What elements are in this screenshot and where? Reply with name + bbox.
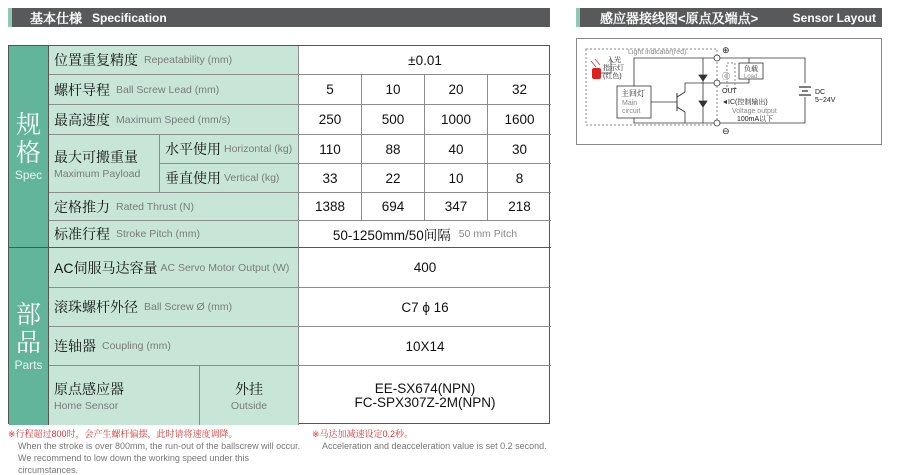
speed-en: Maximum Speed (mm/s) bbox=[116, 113, 231, 126]
dc-label-2: 5~24V bbox=[815, 97, 836, 104]
spec-header-en: Specification bbox=[92, 10, 167, 25]
vertical-value bbox=[425, 164, 488, 193]
motor-en: AC Servo Motor Output (W) bbox=[160, 261, 290, 274]
transistor-icon bbox=[677, 92, 685, 112]
stroke-value bbox=[299, 221, 551, 248]
spec-section-zh-1: 规 bbox=[15, 110, 41, 139]
light-indicator-label: Light indicator(red) bbox=[628, 49, 687, 56]
header-accent-bar bbox=[576, 8, 580, 27]
ic-label: IC(控制输出) bbox=[728, 99, 768, 106]
repeatability-label bbox=[49, 46, 299, 75]
sensor-header-group bbox=[576, 8, 768, 27]
lead-value-3: 20 bbox=[448, 82, 464, 97]
plus-symbol: ⊕ bbox=[722, 45, 730, 55]
coupling-value-text: 10X14 bbox=[405, 338, 445, 354]
horizontal-value-1: 110 bbox=[319, 141, 341, 157]
speed-value-3: 1000 bbox=[440, 112, 472, 127]
sensor-header-en: Sensor Layout bbox=[792, 10, 876, 25]
spec-section-zh-2: 格 bbox=[15, 138, 41, 167]
repeatability-en: Repeatability (mm) bbox=[144, 54, 233, 66]
horizontal-zh: 水平使用 bbox=[165, 141, 221, 157]
dc-label-1: DC bbox=[815, 89, 826, 96]
screw-value-text: C7 ϕ 16 bbox=[401, 299, 449, 315]
terminal-out bbox=[714, 80, 720, 86]
thrust-value bbox=[488, 193, 551, 221]
spec-header bbox=[8, 8, 550, 27]
horizontal-value-4: 30 bbox=[511, 141, 528, 157]
in-light-zh-2: 指示灯 bbox=[603, 65, 624, 72]
lead-value bbox=[362, 75, 425, 105]
lead-label bbox=[49, 75, 299, 105]
lead-value bbox=[488, 75, 551, 105]
screw-label bbox=[49, 288, 299, 327]
lead-value-2: 10 bbox=[385, 82, 401, 97]
load-en: Load bbox=[744, 74, 758, 80]
sensor-body-outline bbox=[586, 49, 717, 125]
thrust-zh: 定格推力 bbox=[54, 198, 110, 215]
lead-zh: 螺杆导程 bbox=[54, 81, 110, 98]
sensor-diagram bbox=[576, 38, 882, 145]
horizontal-value-3: 40 bbox=[448, 141, 464, 157]
current-label: 100mA以下 bbox=[737, 116, 774, 123]
parts-section-label bbox=[9, 248, 49, 425]
payload-zh: 最大可搬重量 bbox=[54, 149, 138, 165]
vertical-value-2: 22 bbox=[385, 170, 401, 186]
coupling-label bbox=[49, 327, 299, 366]
coupling-zh: 连轴器 bbox=[54, 338, 96, 354]
diode-icon bbox=[699, 58, 707, 123]
payload-horizontal-label bbox=[160, 135, 299, 164]
thrust-value-2: 694 bbox=[381, 199, 405, 214]
payload-vertical-label bbox=[160, 164, 299, 193]
home-en: Home Sensor bbox=[54, 400, 119, 412]
main-circuit-en-1: Main bbox=[622, 100, 638, 107]
repeatability-value bbox=[299, 46, 551, 75]
motor-value bbox=[299, 248, 551, 288]
vertical-zh: 垂直使用 bbox=[165, 170, 221, 186]
vertical-value-4: 8 bbox=[515, 170, 524, 186]
stroke-label bbox=[49, 221, 299, 248]
thrust-value-4: 218 bbox=[508, 199, 531, 214]
spec-header-zh: 基本仕様 bbox=[30, 11, 83, 26]
wire-gnd bbox=[685, 112, 716, 123]
screw-value bbox=[299, 288, 551, 327]
in-light-zh-3: (红色) bbox=[603, 73, 622, 80]
thrust-value-3: 347 bbox=[444, 199, 468, 214]
stroke-value-sub: 50 mm Pitch bbox=[458, 228, 518, 240]
stroke-en: Stroke Pitch (mm) bbox=[116, 228, 201, 240]
thrust-value bbox=[299, 193, 362, 221]
parts-section-zh-1: 部 bbox=[15, 300, 41, 329]
motor-value-text: 400 bbox=[413, 260, 437, 275]
light-arrows-icon bbox=[591, 59, 600, 67]
home-value-2: FC-SPX307Z-2M(NPN) bbox=[354, 394, 496, 410]
main-circuit-en-2: circuit bbox=[622, 108, 641, 115]
parts-section-en: Parts bbox=[14, 358, 43, 372]
payload-en: Maximum Payload bbox=[54, 168, 141, 180]
vertical-en: Vertical (kg) bbox=[224, 172, 280, 184]
horizontal-value bbox=[362, 135, 425, 164]
stroke-note-en-2: We recommend to low down the working speed under this circumstances. bbox=[18, 453, 249, 475]
red-led-icon bbox=[592, 68, 601, 79]
speed-value bbox=[299, 105, 362, 135]
out-label: OUT bbox=[722, 88, 737, 95]
accel-note-en: Acceleration and deacceleration value is set 0.2 second. bbox=[322, 441, 547, 451]
speed-value bbox=[425, 105, 488, 135]
stroke-value-text: 50-1250mm/50间隔 bbox=[332, 228, 451, 243]
sensor-header bbox=[576, 8, 882, 27]
horizontal-value-2: 88 bbox=[385, 141, 401, 157]
wire-main-gnd bbox=[634, 118, 685, 123]
terminal-minus bbox=[714, 120, 720, 126]
thrust-label bbox=[49, 193, 299, 221]
lead-value-4: 32 bbox=[511, 82, 528, 97]
thrust-value bbox=[425, 193, 488, 221]
vertical-value bbox=[362, 164, 425, 193]
speed-label bbox=[49, 105, 299, 135]
spec-table bbox=[8, 45, 550, 424]
accel-note-zh: ※马达加减速设定0.2秒。 bbox=[312, 429, 414, 439]
stroke-note bbox=[8, 428, 308, 475]
terminal-plus bbox=[714, 55, 720, 61]
home-sensor-label bbox=[49, 366, 200, 425]
horizontal-en: Horizontal (kg) bbox=[224, 143, 293, 155]
sensor-wiring-svg bbox=[577, 39, 883, 146]
minus-symbol: ⊖ bbox=[722, 126, 730, 136]
screw-en: Ball Screw Ø (mm) bbox=[144, 301, 233, 313]
motor-zh: AC伺服马达容量 bbox=[54, 259, 158, 276]
lead-en: Ball Screw Lead (mm) bbox=[116, 83, 220, 96]
thrust-value bbox=[362, 193, 425, 221]
speed-zh: 最高速度 bbox=[54, 111, 110, 128]
in-light-zh-1: 入光 bbox=[607, 57, 621, 64]
parts-section-zh-2: 品 bbox=[15, 328, 41, 357]
motor-label bbox=[49, 248, 299, 288]
home-value-1: EE-SX674(NPN) bbox=[374, 380, 476, 396]
accel-note bbox=[312, 428, 552, 452]
spec-section-label bbox=[9, 46, 49, 248]
horizontal-value bbox=[299, 135, 362, 164]
horizontal-value bbox=[425, 135, 488, 164]
vertical-value bbox=[299, 164, 362, 193]
coupling-value bbox=[299, 327, 551, 366]
speed-value-4: 1600 bbox=[504, 112, 535, 127]
repeatability-value-text: ±0.01 bbox=[408, 52, 442, 68]
stroke-note-zh: ※行程超过800时，会产生螺杆偏摆，此时请将速度调降。 bbox=[8, 429, 238, 439]
lead-value bbox=[299, 75, 362, 105]
load-zh: 负载 bbox=[744, 66, 758, 73]
lead-value-1: 5 bbox=[326, 82, 334, 97]
main-circuit-zh: 主回灯 bbox=[621, 89, 645, 98]
home-mount-en: Outside bbox=[230, 400, 268, 412]
vertical-value-1: 33 bbox=[322, 170, 338, 186]
thrust-en: Rated Thrust (N) bbox=[116, 200, 194, 213]
vertical-value bbox=[488, 164, 551, 193]
o-mark-symbol: ⓞ bbox=[722, 72, 730, 81]
thrust-value-1: 1388 bbox=[314, 199, 346, 214]
wire-top bbox=[634, 58, 716, 86]
lead-value bbox=[425, 75, 488, 105]
payload-label bbox=[49, 135, 160, 193]
speed-value-1: 250 bbox=[318, 112, 342, 127]
home-sensor-value bbox=[299, 366, 551, 425]
speed-value bbox=[362, 105, 425, 135]
speed-value-2: 500 bbox=[381, 112, 405, 127]
battery-icon bbox=[799, 87, 811, 95]
header-accent-bar bbox=[8, 8, 12, 27]
stroke-zh: 标准行程 bbox=[54, 226, 110, 242]
speed-value bbox=[488, 105, 551, 135]
spec-section-en: Spec bbox=[14, 168, 43, 182]
home-zh: 原点感应器 bbox=[54, 381, 124, 397]
coupling-en: Coupling (mm) bbox=[102, 340, 171, 352]
home-sensor-mount bbox=[200, 366, 299, 425]
stroke-note-en-1: When the stroke is over 800mm, the run-out of the ballscrew will occur. bbox=[18, 441, 301, 451]
voltage-output-label: Voltage output bbox=[732, 108, 777, 115]
repeatability-zh: 位置重复精度 bbox=[54, 52, 138, 68]
vertical-value-3: 10 bbox=[448, 170, 464, 186]
screw-zh: 滚珠螺杆外径 bbox=[54, 299, 138, 315]
wire-out bbox=[685, 83, 716, 92]
sensor-header-zh: 感应器接线图<原点及端点> bbox=[600, 11, 759, 26]
horizontal-value bbox=[488, 135, 551, 164]
home-mount-zh: 外挂 bbox=[235, 381, 263, 397]
arrow-left-icon bbox=[723, 100, 727, 104]
